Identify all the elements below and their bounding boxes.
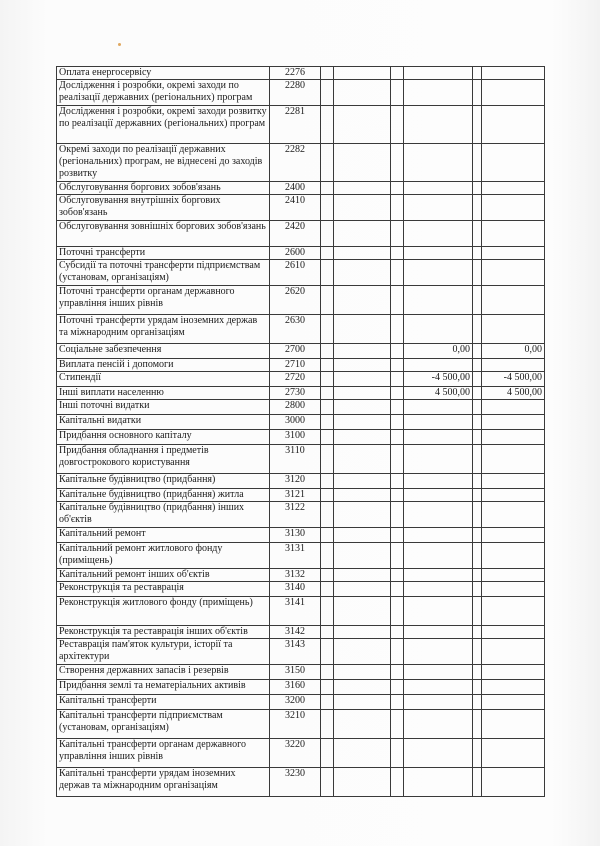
row-name: Поточні трансферти органам державного управління інших рівнів [57, 286, 270, 315]
row-name: Інші виплати населенню [57, 387, 270, 400]
row-code: 3131 [270, 543, 321, 569]
row-name: Капітальний ремонт інших об'єктів [57, 569, 270, 582]
row-name: Придбання основного капіталу [57, 430, 270, 445]
row-value-1 [404, 582, 473, 597]
row-name: Виплата пенсій і допомоги [57, 359, 270, 372]
ink-dot [118, 43, 121, 46]
row-value-1 [404, 569, 473, 582]
row-value-2 [482, 489, 545, 502]
row-value-1 [404, 80, 473, 106]
row-name: Обслуговування зовнішніх боргових зобов'язань [57, 221, 270, 247]
table-row [57, 543, 545, 569]
row-value-1 [404, 710, 473, 739]
row-code: 3150 [270, 665, 321, 680]
row-value-2 [482, 626, 545, 639]
row-code: 2282 [270, 144, 321, 182]
row-value-1 [404, 106, 473, 144]
row-code: 2600 [270, 247, 321, 260]
row-value-2 [482, 597, 545, 626]
row-value-2 [482, 144, 545, 182]
table-row [57, 474, 545, 489]
row-name: Капітальне будівництво (придбання) [57, 474, 270, 489]
row-value-1 [404, 415, 473, 430]
row-code: 3110 [270, 445, 321, 474]
row-name: Капітальний ремонт [57, 528, 270, 543]
table-row [57, 597, 545, 626]
row-code: 3220 [270, 739, 321, 768]
table-row [57, 626, 545, 639]
row-value-1 [404, 528, 473, 543]
row-value-2 [482, 415, 545, 430]
row-value-2 [482, 430, 545, 445]
table-row [57, 80, 545, 106]
row-value-1 [404, 639, 473, 665]
row-name: Окремі заходи по реалізації державних (регіональних) програм, не віднесені до заходів розвитку [57, 144, 270, 182]
row-value-1: 0,00 [404, 344, 473, 359]
table-row [57, 400, 545, 415]
table-row [57, 680, 545, 695]
row-value-1 [404, 221, 473, 247]
row-value-1 [404, 67, 473, 80]
row-value-2 [482, 569, 545, 582]
row-value-2 [482, 247, 545, 260]
row-code: 3140 [270, 582, 321, 597]
table-row [57, 695, 545, 710]
table-row [57, 286, 545, 315]
row-code: 3160 [270, 680, 321, 695]
row-value-2 [482, 680, 545, 695]
row-code: 2420 [270, 221, 321, 247]
table-row [57, 387, 545, 400]
table-row [57, 528, 545, 543]
row-value-2 [482, 739, 545, 768]
row-value-1 [404, 260, 473, 286]
table-row [57, 144, 545, 182]
row-value-2 [482, 106, 545, 144]
row-code: 2620 [270, 286, 321, 315]
row-value-2: 4 500,00 [482, 387, 545, 400]
row-value-2 [482, 582, 545, 597]
row-value-2 [482, 195, 545, 221]
row-name: Дослідження і розробки, окремі заходи розвитку по реалізації державних (регіональних) програм [57, 106, 270, 144]
row-name: Створення державних запасів і резервів [57, 665, 270, 680]
table-row [57, 768, 545, 797]
row-code: 3000 [270, 415, 321, 430]
row-value-2 [482, 695, 545, 710]
table-row [57, 489, 545, 502]
row-code: 3143 [270, 639, 321, 665]
row-value-1 [404, 665, 473, 680]
row-name: Субсидії та поточні трансферти підприємствам (установам, організаціям) [57, 260, 270, 286]
table-row [57, 639, 545, 665]
row-code: 2610 [270, 260, 321, 286]
row-value-1 [404, 680, 473, 695]
table-row [57, 430, 545, 445]
row-value-2 [482, 221, 545, 247]
table-row [57, 372, 545, 387]
row-code: 2280 [270, 80, 321, 106]
row-name: Капітальні трансферти [57, 695, 270, 710]
row-code: 2700 [270, 344, 321, 359]
table-row [57, 182, 545, 195]
row-name: Дослідження і розробки, окремі заходи по реалізації державних (регіональних) програм [57, 80, 270, 106]
row-code: 3210 [270, 710, 321, 739]
table-row [57, 739, 545, 768]
row-value-1 [404, 315, 473, 344]
row-value-2 [482, 474, 545, 489]
row-code: 3132 [270, 569, 321, 582]
row-code: 2800 [270, 400, 321, 415]
row-name: Придбання обладнання і предметів довгострокового користування [57, 445, 270, 474]
row-value-2: 0,00 [482, 344, 545, 359]
row-value-1 [404, 626, 473, 639]
row-value-2 [482, 502, 545, 528]
row-code: 2276 [270, 67, 321, 80]
row-value-1 [404, 195, 473, 221]
row-value-1 [404, 359, 473, 372]
row-value-1 [404, 768, 473, 797]
row-value-2 [482, 182, 545, 195]
table-row [57, 106, 545, 144]
row-value-2 [482, 80, 545, 106]
table-row [57, 195, 545, 221]
row-code: 2410 [270, 195, 321, 221]
table-row [57, 260, 545, 286]
row-name: Реконструкція та реставрація інших об'єктів [57, 626, 270, 639]
table-row [57, 445, 545, 474]
row-name: Капітальні трансферти підприємствам (установам, організаціям) [57, 710, 270, 739]
row-code: 3121 [270, 489, 321, 502]
row-value-2 [482, 665, 545, 680]
table-row [57, 582, 545, 597]
row-code: 3200 [270, 695, 321, 710]
row-name: Капітальні трансферти урядам іноземних держав та міжнародним організаціям [57, 768, 270, 797]
row-code: 3120 [270, 474, 321, 489]
table-row [57, 67, 545, 80]
table-row [57, 502, 545, 528]
row-name: Капітальне будівництво (придбання) інших об'єктів [57, 502, 270, 528]
row-value-1 [404, 597, 473, 626]
expenditure-table [56, 66, 545, 797]
table-row [57, 569, 545, 582]
row-code: 2730 [270, 387, 321, 400]
row-value-2 [482, 67, 545, 80]
row-code: 3100 [270, 430, 321, 445]
row-name: Капітальні видатки [57, 415, 270, 430]
row-code: 3122 [270, 502, 321, 528]
row-value-2 [482, 639, 545, 665]
row-value-1 [404, 502, 473, 528]
table-row [57, 247, 545, 260]
row-value-2 [482, 286, 545, 315]
row-value-1 [404, 286, 473, 315]
row-code: 2720 [270, 372, 321, 387]
row-name: Стипендії [57, 372, 270, 387]
row-name: Капітальний ремонт житлового фонду (приміщень) [57, 543, 270, 569]
row-value-1 [404, 695, 473, 710]
row-code: 3141 [270, 597, 321, 626]
row-code: 2400 [270, 182, 321, 195]
row-value-1 [404, 739, 473, 768]
row-value-1 [404, 445, 473, 474]
row-value-2 [482, 543, 545, 569]
table-row [57, 665, 545, 680]
row-value-1 [404, 474, 473, 489]
row-value-1 [404, 144, 473, 182]
row-value-1 [404, 543, 473, 569]
row-value-2 [482, 315, 545, 344]
row-value-2 [482, 400, 545, 415]
row-name: Обслуговування боргових зобов'язань [57, 182, 270, 195]
table-row [57, 415, 545, 430]
row-code: 3142 [270, 626, 321, 639]
row-value-1 [404, 400, 473, 415]
row-name: Поточні трансферти [57, 247, 270, 260]
row-code: 2281 [270, 106, 321, 144]
table-row [57, 359, 545, 372]
row-code: 2630 [270, 315, 321, 344]
row-value-2 [482, 528, 545, 543]
row-value-2 [482, 445, 545, 474]
row-value-2 [482, 260, 545, 286]
table-row [57, 315, 545, 344]
row-name: Реконструкція та реставрація [57, 582, 270, 597]
row-name: Обслуговування внутрішніх боргових зобов'язань [57, 195, 270, 221]
row-value-1 [404, 182, 473, 195]
row-name: Реставрація пам'яток культури, історії та архітектури [57, 639, 270, 665]
row-value-2: -4 500,00 [482, 372, 545, 387]
row-value-1: 4 500,00 [404, 387, 473, 400]
row-code: 3130 [270, 528, 321, 543]
row-value-2 [482, 359, 545, 372]
table-row [57, 344, 545, 359]
row-code: 2710 [270, 359, 321, 372]
row-value-1: -4 500,00 [404, 372, 473, 387]
row-value-1 [404, 489, 473, 502]
row-code: 3230 [270, 768, 321, 797]
table-row [57, 710, 545, 739]
row-name: Капітальне будівництво (придбання) житла [57, 489, 270, 502]
row-value-1 [404, 430, 473, 445]
row-value-1 [404, 247, 473, 260]
table-row [57, 221, 545, 247]
row-name: Соціальне забезпечення [57, 344, 270, 359]
row-name: Оплата енергосервісу [57, 67, 270, 80]
row-name: Інші поточні видатки [57, 400, 270, 415]
row-name: Поточні трансферти урядам іноземних держав та міжнародним організаціям [57, 315, 270, 344]
row-value-2 [482, 768, 545, 797]
row-value-2 [482, 710, 545, 739]
row-name: Капітальні трансферти органам державного управління інших рівнів [57, 739, 270, 768]
row-name: Реконструкція житлового фонду (приміщень) [57, 597, 270, 626]
row-name: Придбання землі та нематеріальних активів [57, 680, 270, 695]
